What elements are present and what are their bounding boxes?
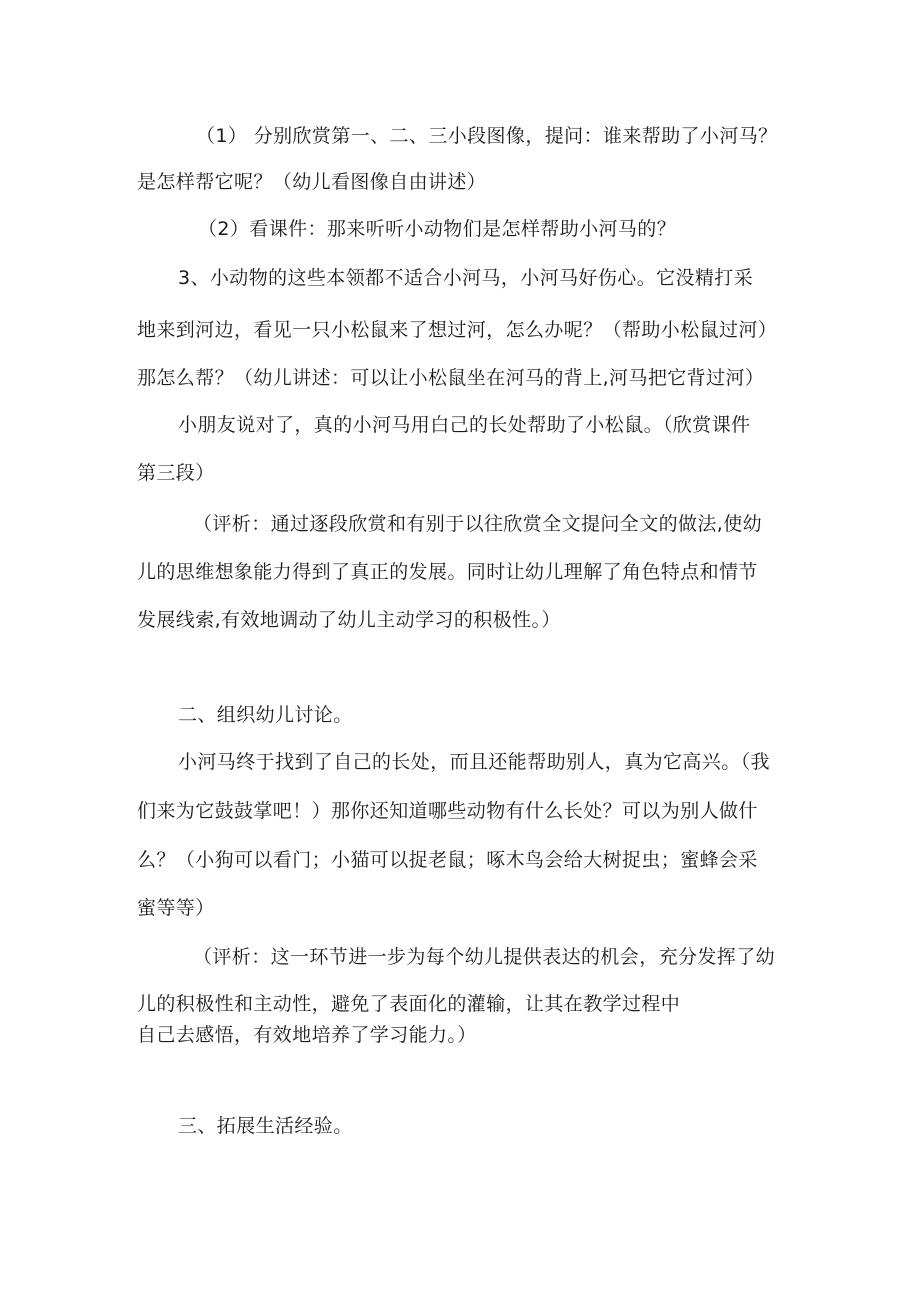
text-line: 地来到河边，看见一只小松鼠来了想过河，怎么办呢？（帮助小松鼠过河）: [137, 319, 778, 341]
text-line: （2）看课件：那来听听小动物们是怎样帮助小河马的？: [198, 218, 677, 240]
section-heading: 二、组织幼儿讨论。: [178, 704, 353, 726]
section-heading: 三、拓展生活经验。: [178, 1115, 353, 1137]
text-line: 们来为它鼓鼓掌吧！）那你还知道哪些动物有什么长处？可以为别人做什: [137, 800, 758, 822]
text-line: 发展线索,有效地调动了幼儿主动学习的积极性。）: [137, 609, 561, 631]
text-line: （评析：这一环节进一步为每个幼儿提供表达的机会，充分发挥了幼: [193, 946, 776, 968]
text-line: 3、小动物的这些本领都不适合小河马，小河马好伤心。它没精打采: [178, 267, 754, 289]
text-line: 儿的积极性和主动性，避免了表面化的灌输，让其在教学过程中: [137, 993, 681, 1015]
text-line: 是怎样帮它呢？（幼儿看图像自由讲述）: [137, 171, 487, 193]
text-line: 儿的思维想象能力得到了真正的发展。同时让幼儿理解了角色特点和情节: [137, 561, 758, 583]
text-line: （评析：通过逐段欣赏和有别于以往欣赏全文提问全文的做法,使幼: [193, 513, 763, 535]
text-line: （1） 分别欣赏第一、二、三小段图像，提问：谁来帮助了小河马？: [196, 125, 778, 147]
text-line: 蜜等等）: [137, 897, 215, 919]
text-line: 自己去感悟，有效地培养了学习能力。）: [137, 1024, 477, 1046]
text-line: 那怎么帮？（幼儿讲述：可以让小松鼠坐在河马的背上,河马把它背过河）: [137, 367, 765, 389]
text-line: 第三段）: [137, 462, 215, 484]
text-line: 么？（小狗可以看门；小猫可以捉老鼠；啄木鸟会给大树捉虫；蜜蜂会采: [137, 849, 758, 871]
text-line: 小河马终于找到了自己的长处，而且还能帮助别人，真为它高兴。（我: [178, 751, 770, 773]
text-line: 小朋友说对了，真的小河马用白己的长处帮助了小松鼠。（欣赏课件: [178, 414, 751, 436]
